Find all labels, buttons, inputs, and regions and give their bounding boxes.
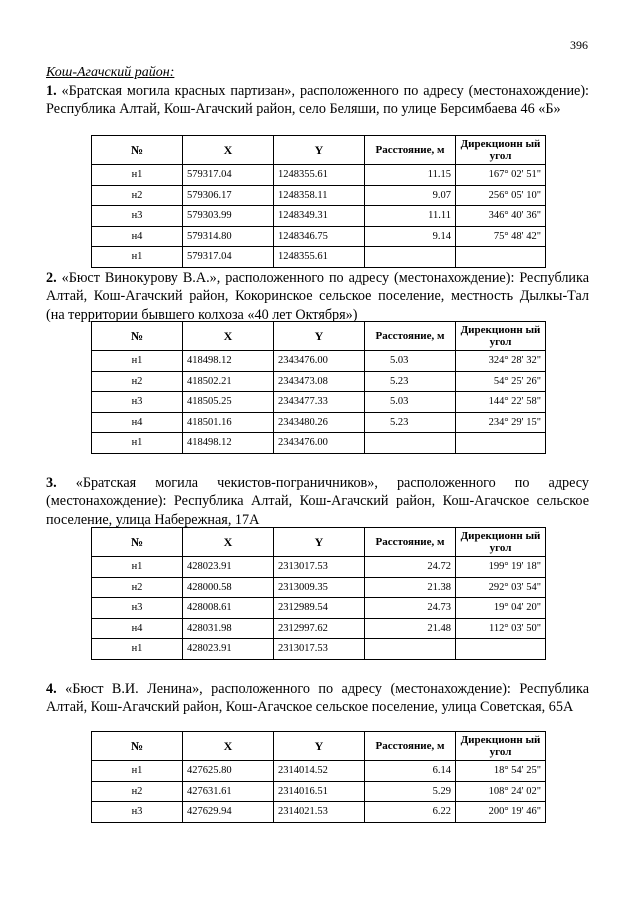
point-cell: н2	[92, 781, 183, 802]
angle-cell: 144° 22' 58"	[456, 392, 546, 413]
angle-cell: 19° 04' 20"	[456, 598, 546, 619]
distance-cell: 24.73	[365, 598, 456, 619]
angle-cell: 18° 54' 25"	[456, 761, 546, 782]
angle-cell: 292° 03' 54"	[456, 577, 546, 598]
col-header-y: Y	[274, 322, 365, 351]
x-cell: 418505.25	[183, 392, 274, 413]
distance-cell	[365, 433, 456, 454]
table-row	[92, 618, 546, 639]
page-number: 396	[570, 38, 588, 52]
y-cell: 1248349.31	[274, 206, 365, 227]
col-header-x: X	[183, 322, 274, 351]
table-header-row	[92, 732, 546, 761]
coordinates-table-1	[91, 135, 546, 268]
col-header-angle: Дирекционн ый угол	[456, 136, 546, 165]
table-row	[92, 433, 546, 454]
y-cell: 2314021.53	[274, 802, 365, 823]
section-2-text	[46, 269, 589, 324]
angle-cell: 75° 48' 42"	[456, 226, 546, 247]
table-row	[92, 185, 546, 206]
angle-cell: 112° 03' 50"	[456, 618, 546, 639]
y-cell: 1248358.11	[274, 185, 365, 206]
angle-cell	[456, 247, 546, 268]
distance-cell: 5.03	[365, 392, 456, 413]
x-cell: 428023.91	[183, 557, 274, 578]
y-cell: 2343476.00	[274, 351, 365, 372]
distance-cell: 9.14	[365, 226, 456, 247]
point-cell: н2	[92, 185, 183, 206]
point-cell: н1	[92, 761, 183, 782]
x-cell: 427631.61	[183, 781, 274, 802]
table-row	[92, 598, 546, 619]
x-cell: 428031.98	[183, 618, 274, 639]
angle-cell: 108° 24' 02"	[456, 781, 546, 802]
col-header-angle: Дирекционн ый угол	[456, 732, 546, 761]
distance-cell: 21.48	[365, 618, 456, 639]
x-cell: 579314.80	[183, 226, 274, 247]
point-cell: н4	[92, 226, 183, 247]
x-cell: 428008.61	[183, 598, 274, 619]
col-header-y: Y	[274, 732, 365, 761]
angle-cell: 167° 02' 51"	[456, 165, 546, 186]
table-row	[92, 226, 546, 247]
col-header-number: №	[92, 732, 183, 761]
distance-cell: 6.22	[365, 802, 456, 823]
angle-cell	[456, 433, 546, 454]
section-description: «Бюст Винокурову В.А.», расположенного по адресу (местонахождение): Республика Алтай, Кош-Агачский район, Кокоринское сельское поселение, местность Дылкы-Тал (на территории бывшего колхоза «40 лет Октября»)	[46, 270, 590, 323]
distance-cell: 6.14	[365, 761, 456, 782]
angle-cell	[456, 639, 546, 660]
point-cell: н3	[92, 392, 183, 413]
x-cell: 418498.12	[183, 433, 274, 454]
table-row	[92, 761, 546, 782]
point-cell: н3	[92, 598, 183, 619]
table-row	[92, 802, 546, 823]
col-header-distance: Расстояние, м	[365, 732, 456, 761]
y-cell: 2343477.33	[274, 392, 365, 413]
table-row	[92, 557, 546, 578]
col-header-number: №	[92, 528, 183, 557]
district-heading: Кош-Агачский район:	[46, 65, 175, 80]
col-header-angle: Дирекционн ый угол	[456, 322, 546, 351]
x-cell: 418501.16	[183, 412, 274, 433]
y-cell: 1248355.61	[274, 165, 365, 186]
x-cell: 428000.58	[183, 577, 274, 598]
angle-cell: 234° 29' 15"	[456, 412, 546, 433]
x-cell: 418502.21	[183, 371, 274, 392]
point-cell: н4	[92, 412, 183, 433]
y-cell: 2314016.51	[274, 781, 365, 802]
x-cell: 579306.17	[183, 185, 274, 206]
table-row	[92, 577, 546, 598]
y-cell: 1248346.75	[274, 226, 365, 247]
coordinates-table-4	[91, 731, 546, 823]
y-cell: 2313009.35	[274, 577, 365, 598]
point-cell: н1	[92, 165, 183, 186]
distance-cell: 11.15	[365, 165, 456, 186]
distance-cell: 9.07	[365, 185, 456, 206]
distance-cell: 5.23	[365, 412, 456, 433]
angle-cell: 346° 40' 36"	[456, 206, 546, 227]
section-description: «Братская могила красных партизан», расположенного по адресу (местонахождение): Республика Алтай, Кош-Агачский район, село Беляши, по улице Берсимбаева 46 «Б»	[46, 83, 589, 118]
point-cell: н1	[92, 247, 183, 268]
angle-cell: 199° 19' 18"	[456, 557, 546, 578]
point-cell: н1	[92, 433, 183, 454]
y-cell: 2313017.53	[274, 557, 365, 578]
y-cell: 2312989.54	[274, 598, 365, 619]
col-header-number: №	[92, 136, 183, 165]
section-description: «Бюст В.И. Ленина», расположенного по адресу (местонахождение): Республика Алтай, Кош-Агачский район, Кош-Агачское сельское поселение, улица Советская, 65А	[46, 681, 590, 716]
section-4-text	[46, 680, 589, 717]
col-header-distance: Расстояние, м	[365, 528, 456, 557]
col-header-y: Y	[274, 136, 365, 165]
point-cell: н1	[92, 639, 183, 660]
x-cell: 579303.99	[183, 206, 274, 227]
distance-cell: 5.23	[365, 371, 456, 392]
table-header-row	[92, 136, 546, 165]
distance-cell: 5.29	[365, 781, 456, 802]
angle-cell: 256° 05' 10"	[456, 185, 546, 206]
section-1-text	[46, 82, 589, 119]
table-row	[92, 351, 546, 372]
y-cell: 2314014.52	[274, 761, 365, 782]
table-header-row	[92, 322, 546, 351]
table-header-row	[92, 528, 546, 557]
table-row	[92, 206, 546, 227]
y-cell: 2343473.08	[274, 371, 365, 392]
point-cell: н4	[92, 618, 183, 639]
point-cell: н3	[92, 802, 183, 823]
table-row	[92, 639, 546, 660]
table-row	[92, 371, 546, 392]
section-number: 4.	[46, 681, 57, 697]
y-cell: 2343476.00	[274, 433, 365, 454]
point-cell: н2	[92, 371, 183, 392]
x-cell: 579317.04	[183, 247, 274, 268]
section-number: 2.	[46, 270, 57, 286]
x-cell: 418498.12	[183, 351, 274, 372]
table-row	[92, 412, 546, 433]
point-cell: н2	[92, 577, 183, 598]
col-header-number: №	[92, 322, 183, 351]
x-cell: 427629.94	[183, 802, 274, 823]
section-3-text	[46, 474, 589, 529]
point-cell: н1	[92, 351, 183, 372]
col-header-distance: Расстояние, м	[365, 136, 456, 165]
x-cell: 579317.04	[183, 165, 274, 186]
point-cell: н3	[92, 206, 183, 227]
section-description: «Братская могила чекистов-пограничников», расположенного по адресу (местонахождение): Республика Алтай, Кош-Агачский район, Кош-Агачское сельское поселение, улица Набережная, 17А	[46, 475, 589, 528]
col-header-distance: Расстояние, м	[365, 322, 456, 351]
col-header-x: X	[183, 528, 274, 557]
table-row	[92, 781, 546, 802]
col-header-x: X	[183, 732, 274, 761]
y-cell: 2343480.26	[274, 412, 365, 433]
section-number: 1.	[46, 83, 57, 99]
table-row	[92, 247, 546, 268]
distance-cell	[365, 639, 456, 660]
distance-cell	[365, 247, 456, 268]
col-header-x: X	[183, 136, 274, 165]
col-header-angle: Дирекционн ый угол	[456, 528, 546, 557]
distance-cell: 11.11	[365, 206, 456, 227]
distance-cell: 21.38	[365, 577, 456, 598]
section-number: 3.	[46, 475, 57, 491]
y-cell: 1248355.61	[274, 247, 365, 268]
col-header-y: Y	[274, 528, 365, 557]
distance-cell: 24.72	[365, 557, 456, 578]
coordinates-table-2	[91, 321, 546, 454]
angle-cell: 200° 19' 46"	[456, 802, 546, 823]
table-row	[92, 165, 546, 186]
x-cell: 428023.91	[183, 639, 274, 660]
x-cell: 427625.80	[183, 761, 274, 782]
coordinates-table-3	[91, 527, 546, 660]
table-row	[92, 392, 546, 413]
point-cell: н1	[92, 557, 183, 578]
y-cell: 2313017.53	[274, 639, 365, 660]
angle-cell: 324° 28' 32"	[456, 351, 546, 372]
angle-cell: 54° 25' 26"	[456, 371, 546, 392]
distance-cell: 5.03	[365, 351, 456, 372]
y-cell: 2312997.62	[274, 618, 365, 639]
